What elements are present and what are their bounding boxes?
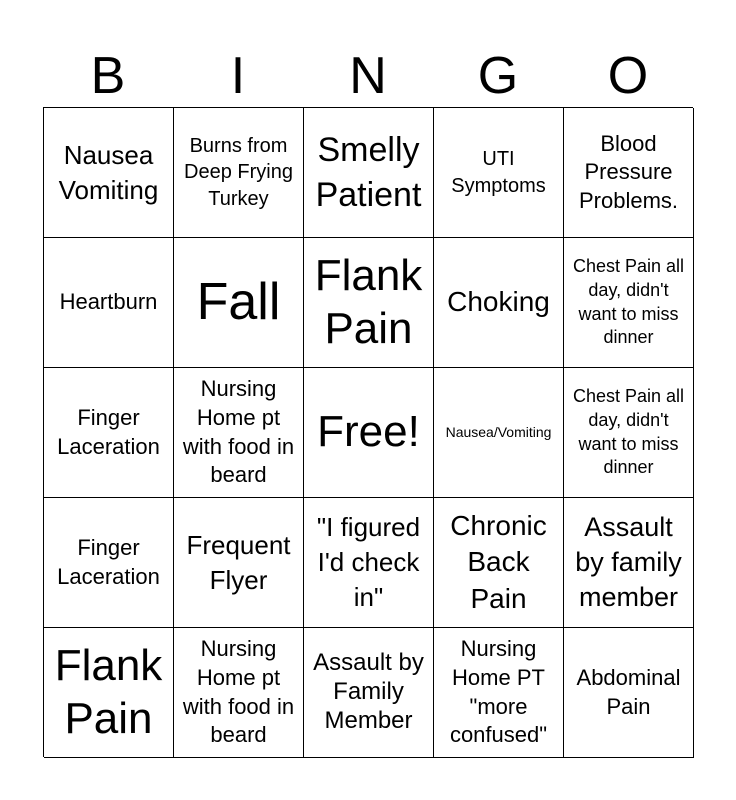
cell-text: Nursing Home pt with food in beard (182, 376, 295, 488)
cell-text: Heartburn (59, 289, 158, 315)
cell-text: Finger Laceration (57, 534, 160, 589)
bingo-cell[interactable] (434, 368, 564, 498)
cell-text: Assault by family member (575, 511, 682, 613)
bingo-cell[interactable] (174, 498, 304, 628)
bingo-cell[interactable] (434, 108, 564, 238)
bingo-cell[interactable] (304, 238, 434, 368)
cell-text: Smelly Patient (315, 131, 422, 214)
bingo-cell[interactable] (44, 498, 174, 628)
cell-text: Assault by Family Member (313, 649, 424, 734)
bingo-cell[interactable] (174, 368, 304, 498)
free-space[interactable] (304, 368, 434, 498)
cell-text: Blood Pressure Problems. (578, 130, 679, 213)
header-letter-g: G (477, 47, 519, 105)
cell-text: Choking (447, 286, 550, 318)
header-letter-n: N (349, 47, 387, 105)
bingo-cell[interactable] (174, 628, 304, 758)
bingo-cell[interactable] (564, 628, 694, 758)
cell-text: Burns from Deep Frying Turkey (184, 134, 293, 210)
cell-text: Nursing Home PT "more confused" (449, 636, 548, 748)
bingo-cell[interactable] (44, 368, 174, 498)
cell-text: "I figured I'd check in" (316, 512, 421, 612)
bingo-cell[interactable] (304, 628, 434, 758)
cell-text: Free! (317, 407, 420, 457)
bingo-cell[interactable] (564, 498, 694, 628)
bingo-board (43, 107, 693, 757)
cell-text: Nausea Vomiting (58, 139, 159, 205)
cell-text: UTI Symptoms (451, 148, 546, 197)
bingo-cell[interactable] (434, 238, 564, 368)
cell-text: Frequent Flyer (186, 529, 291, 595)
bingo-cell[interactable] (564, 108, 694, 238)
header-letter-o: O (607, 47, 649, 105)
bingo-cell[interactable] (304, 498, 434, 628)
bingo-cell[interactable] (304, 108, 434, 238)
bingo-cell[interactable] (564, 368, 694, 498)
cell-text: Abdominal Pain (576, 664, 681, 719)
cell-text: Nursing Home pt with food in beard (182, 636, 295, 748)
bingo-cell[interactable] (44, 238, 174, 368)
cell-text: Finger Laceration (57, 404, 160, 459)
bingo-cell[interactable] (44, 628, 174, 758)
cell-text: Chest Pain all day, didn't want to miss dinner (572, 386, 685, 478)
header-letter-i: I (230, 47, 246, 105)
bingo-cell[interactable] (44, 108, 174, 238)
bingo-cell[interactable] (434, 628, 564, 758)
bingo-cell[interactable] (174, 108, 304, 238)
bingo-cell[interactable] (174, 238, 304, 368)
cell-text: Fall (196, 273, 281, 332)
cell-text: Flank Pain (54, 640, 163, 743)
bingo-cell[interactable] (564, 238, 694, 368)
cell-text: Chest Pain all day, didn't want to miss dinner (572, 256, 685, 348)
cell-text: Chronic Back Pain (450, 509, 547, 614)
header-letter-b: B (90, 47, 126, 105)
cell-text: Nausea/Vomiting (445, 424, 552, 441)
bingo-header (43, 46, 693, 106)
cell-text: Flank Pain (314, 250, 423, 353)
bingo-cell[interactable] (434, 498, 564, 628)
